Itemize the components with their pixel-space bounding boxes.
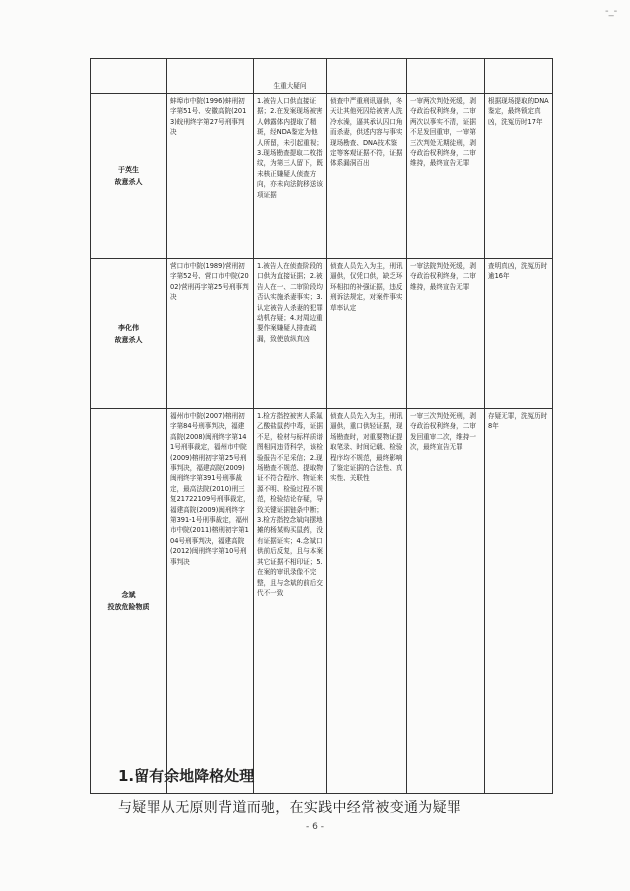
case-trials: 一审法院判处死缓，剥夺政治权利终身，二审维持，最终宣告无罪 [407, 259, 485, 409]
case-name: 于英生 故意杀人 [91, 94, 167, 259]
case-courts: 福州市中院(2007)榕刑初字第84号刑事判决，福建高院(2008)闽刑终字第141号刑事裁定，福州市中院(2009)榕刑初字第25号刑事判决，福建高院(2009)闽刑终字第391号刑事裁定，最高法院(2010)刑三复21722109号刑事裁定，福建高院(2009)闽刑终字第391-1号刑事裁定，福州市中院(2011)榕刑初字第104号刑事判决，福建高院(2012)闽刑终字第10号刑事判决 [167, 409, 254, 794]
case-evidence-issues: 1.检方指控被害人系氟乙酸盐鼠药中毒，证据不足，检材与标样质谱图相同违背科学，该检验报告不足采信；2.现场勘查不规范、提取物证不符合程序、物证来源不明、检验过程不规范，检验结论存疑，导致关键证据链条中断；3.检方指控念斌向摆地摊的杨某购买鼠药，没有证据证实；4.念斌口供前后反复，且与本案其它证据不相印证；5.在案的审讯录像不完整，且与念斌的前后交代不一致 [254, 409, 327, 794]
case-trials: 一审两次判处死缓，剥夺政治权利终身，二审两次以事实不清，证据不足发回重审，一审第三次判处无期徒刑，剥夺政治权利终身，二审维持，最终宣告无罪 [407, 94, 485, 259]
case-name: 李化伟 故意杀人 [91, 259, 167, 409]
case-outcome: 存疑无罪，洗冤历时8年 [485, 409, 553, 794]
case-evidence-issues: 1.被告人在侦查阶段的口供为直接证据；2.被告人在一、二审阶段均否认实施杀妻事实；3.认定被告人杀妻的犯罪动机存疑；4.对周边重要作案嫌疑人排查疏漏，致使放纵真凶 [254, 259, 327, 409]
table-cell-empty [91, 59, 167, 94]
table-cell-empty [407, 59, 485, 94]
case-trials: 一审三次判处死刑，剥夺政治权利终身，二审发回重审二次，维持一次，最终宣告无罪 [407, 409, 485, 794]
case-investigation: 侦查中严重刑讯逼供，冬天让其他死囚给被害人洗冷水澡，逼其承认囚口角而杀妻，供述内容与事实现场勘查、DNA技术鉴定等客观证据不符，证据体系漏洞百出 [327, 94, 407, 259]
table-row [91, 409, 553, 794]
case-investigation: 侦查人员先入为主，刑讯逼供，重口供轻证据，现场勘查时，对重要物证提取笔录、时间记载、检验程序均不规范，最终影响了鉴定证据的合法性、真实性、关联性 [327, 409, 407, 794]
table-cell-empty [327, 59, 407, 94]
table-row [91, 94, 553, 259]
case-courts: 营口市中院(1989)营刑初字第52号、营口市中院(2002)营刑再字第25号刑事判决 [167, 259, 254, 409]
section-heading: 1.留有余地降格处理 [118, 767, 255, 785]
page-number: - 6 - [306, 822, 324, 832]
case-investigation: 侦查人员先入为主，刑讯逼供，仅凭口供，缺乏环环相扣的补强证据，违反刑诉法规定，对案件事实草率认定 [327, 259, 407, 409]
body-paragraph: 与疑罪从无原则背道而驰，在实践中经常被变通为疑罪 [118, 800, 462, 816]
continued-text-cell: 生重大疑问 [254, 59, 327, 94]
table-row [91, 259, 553, 409]
table-row-continued [91, 59, 553, 94]
page-mark: -_- [605, 6, 618, 17]
case-outcome: 查明真凶，洗冤历时逾16年 [485, 259, 553, 409]
case-evidence-issues: 1.被告人口供直接证据；2.在发案现场被害人韩露体内提取了精斑，经NDA鉴定为他人所留，未引起重视；3.现场勘查提取二枚指纹，为第三人留下，既未核正嫌疑人侦查方向，亦未向法院移送该项证据 [254, 94, 327, 259]
table-cell-empty [167, 59, 254, 94]
case-name: 念斌 投放危险物质 [91, 409, 167, 794]
case-outcome: 根据现场提取的DNA鉴定，最终锁定真凶，洗冤历时17年 [485, 94, 553, 259]
table-cell-empty [485, 59, 553, 94]
case-table [90, 58, 553, 794]
case-courts: 蚌埠市中院(1996)蚌刑初字第51号、安徽高院(2013)皖刑终字第27号刑事判决 [167, 94, 254, 259]
